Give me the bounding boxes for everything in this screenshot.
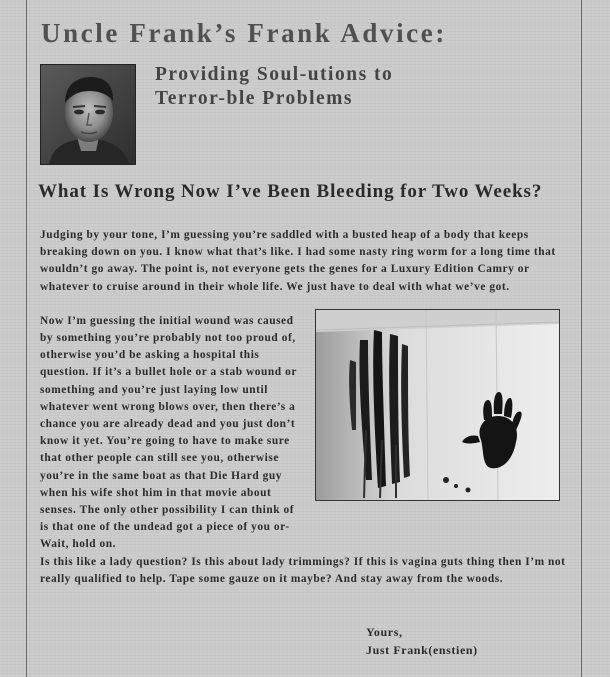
- author-portrait: [40, 64, 136, 165]
- signature-block: [366, 623, 478, 659]
- tagline-line-2: Terror-ble Problems: [155, 88, 354, 109]
- signature-name: Just Frank(enstien): [366, 643, 478, 657]
- article-headline: What Is Wrong Now I’ve Been Bleeding for Two Weeks?: [38, 181, 543, 202]
- column-tagline: [155, 63, 393, 111]
- paragraph-3: Is this like a lady question? Is this about lady trimmings? If this is vagina guts thing then I’m not really qualified to help. Tape some gauze on it maybe? And stay away from the woods.: [40, 555, 566, 585]
- paragraph-2: Now I’m guessing the initial wound was caused by something you’re probably not too proud of, otherwise you’d be asking a hospital this question. If it’s a bullet hole or a stab wound or something and you’re just laying low until whatever went wrong blows over, then there’s a chance you are already dead and you just don’t know it yet. You’re going to have to make sure that other people can still see you, otherwise you’re in the same boat as that Die Hard guy when his wife shot him in that movie about senses. The only other possibility I can think of is that one of the undead got a piece of you or-: [40, 314, 297, 534]
- column-title: Uncle Frank’s Frank Advice:: [41, 18, 447, 48]
- left-column-rule: [26, 0, 27, 677]
- paragraph-1: Judging by your tone, I’m guessing you’re saddled with a busted heap of a body that keeps breaking down on you. I know what that’s like. I had some nasty ring worm for a long time that wouldn’t go away. The point is, not everyone gets the genes for a Luxury Edition Camry or whatever to cruise around in their whole life. We just have to deal with what we’ve got.: [40, 229, 556, 293]
- handprints-photo: [315, 309, 560, 501]
- paragraph-wait: Wait, hold on.: [40, 538, 117, 551]
- right-column-rule: [581, 0, 582, 677]
- signature-closing: Yours,: [366, 625, 403, 639]
- tagline-line-1: Providing Soul-utions to: [155, 64, 394, 85]
- article-body: [40, 227, 570, 588]
